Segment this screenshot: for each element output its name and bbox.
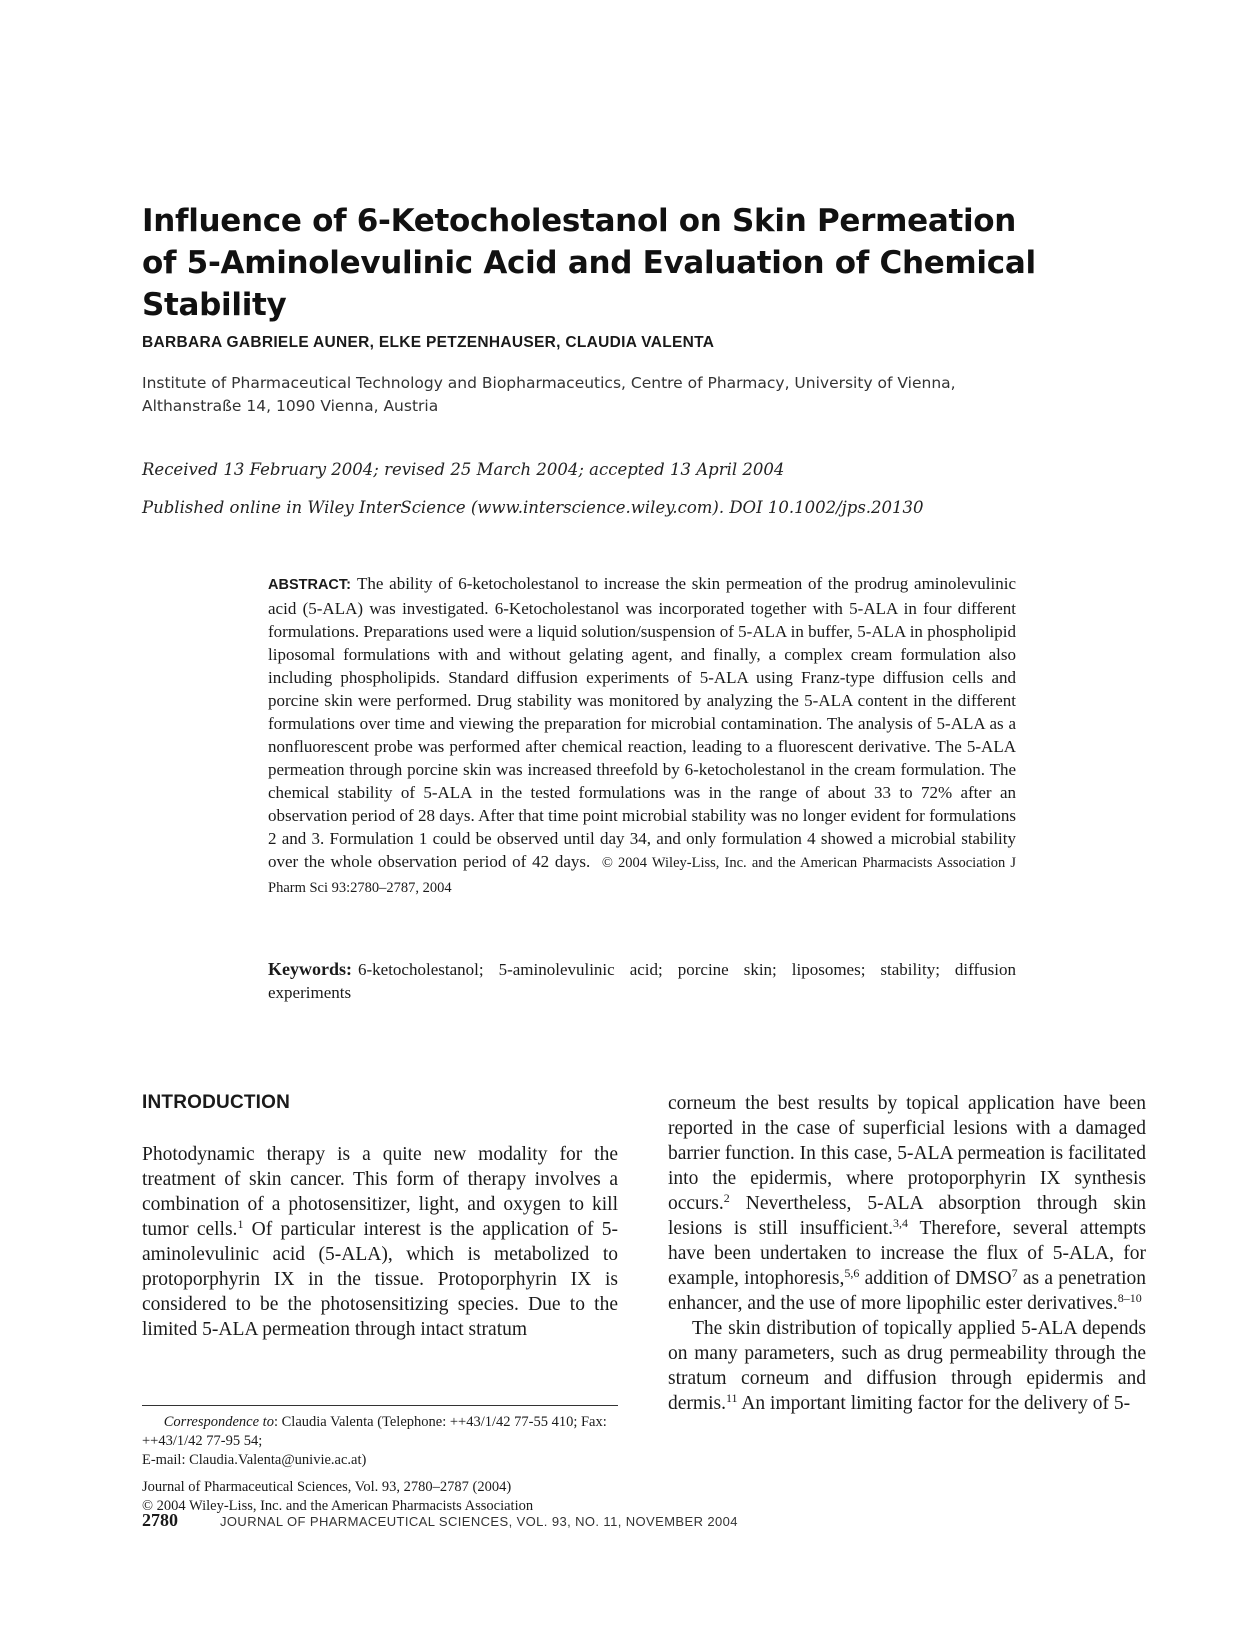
correspondence-label: Correspondence to (163, 1414, 274, 1430)
text-run: Photodynamic therapy is a quite new modality for the treatment of skin cancer. This form of therapy involves a combination of a photosensitizer, light, and oxygen to kill tumor cells. (142, 1144, 618, 1240)
text-run: corneum the best results by topical application have been reported in the case of superficial lesions with a damaged barrier function. In this case, 5-ALA permeation is facilitated into the epidermis, where protoporphyrin IX synthesis occurs. (668, 1093, 1146, 1214)
title-line-2: of 5-Aminolevulinic Acid and Evaluation of Chemical Stability (142, 245, 1036, 323)
submission-dates: Received 13 February 2004; revised 25 March 2004; accepted 13 April 2004 (142, 460, 785, 479)
text-run: addition of DMSO (859, 1268, 1012, 1289)
text-run: Nevertheless, 5-ALA absorption through skin lesions is still insufficient. (668, 1193, 1146, 1239)
keywords (268, 958, 1016, 1004)
correspondence (142, 1413, 618, 1451)
text-run: as a penetration enhancer, and the use of more lipophilic ester derivatives. (668, 1268, 1146, 1314)
running-footer: JOURNAL OF PHARMACEUTICAL SCIENCES, VOL. 93, NO. 11, NOVEMBER 2004 (220, 1514, 738, 1529)
footnote-rule (142, 1405, 618, 1406)
footnote (142, 1413, 618, 1516)
publication-info: Published online in Wiley InterScience (www.interscience.wiley.com). DOI 10.1002/jps.20130 (142, 498, 924, 517)
citation-ref: 1 (237, 1217, 244, 1231)
abstract-text: The ability of 6-ketocholestanol to increase the skin permeation of the prodrug aminolevulinic acid (5-ALA) was investigated. 6-Ketocholestanol was incorporated together with 5-ALA in four different formulations. Preparations used were a liquid solution/suspension of 5-ALA in buffer, 5-ALA in phospholipid liposomal formulations with and without gelating agent, and finally, a complex cream formulation also including phospholipids. Standard diffusion experiments of 5-ALA using Franz-type diffusion cells and porcine skin were performed. Drug stability was monitored by analyzing the 5-ALA content in the different formulations over time and viewing the preparation for microbial contamination. The analysis of 5-ALA as a nonfluorescent probe was performed after chemical reaction, leading to a fluorescent derivative. The 5-ALA permeation through porcine skin was increased threefold by 6-ketocholestanol in the cream formulation. The chemical stability of 5-ALA in the tested formulations was in the range of about 33 to 72% after an observation period of 28 days. After that time point microbial stability was no longer evident for formulations 2 and 3. Formulation 1 could be observed until day 34, and only formulation 4 showed a microbial stability over the whole observation period of 42 days. (268, 574, 1016, 871)
text-run: Of particular interest is the application of 5-aminolevulinic acid (5-ALA), which is metabolized to protoporphyrin IX in the tissue. Protoporphyrin IX is considered to be the photosensitizing species. Due to the limited 5-ALA permeation through intact stratum (142, 1219, 618, 1340)
article-title (142, 200, 1142, 326)
affiliation-line-1: Institute of Pharmaceutical Technology and Biopharmaceutics, Centre of Pharmacy, University of Vienna, (142, 374, 956, 392)
keywords-text: 6-ketocholestanol; 5-aminolevulinic acid; porcine skin; liposomes; stability; diffusion experiments (268, 960, 1016, 1002)
text-run: The skin distribution of topically applied 5-ALA depends on many parameters, such as drug permeability through the stratum corneum and diffusion through epidermis and dermis. (668, 1318, 1146, 1414)
citation-ref: 11 (725, 1391, 738, 1405)
intro-paragraph-1 (142, 1142, 618, 1342)
abstract-copyright: © 2004 Wiley-Liss, Inc. and the American Pharmacists Association J Pharm Sci 93:2780–2787, 2004 (268, 855, 1017, 896)
affiliation-line-2: Althanstraße 14, 1090 Vienna, Austria (142, 397, 439, 415)
right-column (668, 1091, 1146, 1416)
text-run: Therefore, several attempts have been undertaken to increase the flux of 5-ALA, for example, intophoresis, (668, 1218, 1146, 1289)
title-line-1: Influence of 6-Ketocholestanol on Skin Permeation (142, 203, 1017, 239)
citation-ref: 8–10 (1117, 1291, 1142, 1305)
intro-paragraph-1-cont (668, 1091, 1146, 1316)
introduction-heading: INTRODUCTION (142, 1092, 291, 1113)
citation-ref: 5,6 (844, 1266, 860, 1280)
journal-citation: Journal of Pharmaceutical Sciences, Vol. 93, 2780–2787 (2004) (142, 1479, 512, 1495)
keywords-label: Keywords: (268, 959, 352, 979)
abstract (268, 572, 1016, 900)
citation-ref: 2 (723, 1191, 730, 1205)
page-number: 2780 (142, 1510, 178, 1530)
left-column (142, 1142, 618, 1342)
affiliation (142, 372, 1042, 418)
abstract-label: ABSTRACT: (268, 577, 351, 593)
correspondence-email: E-mail: Claudia.Valenta@univie.ac.at) (142, 1452, 367, 1468)
author-list: BARBARA GABRIELE AUNER, ELKE PETZENHAUSER, CLAUDIA VALENTA (142, 334, 715, 351)
footnote-copyright: © 2004 Wiley-Liss, Inc. and the American Pharmacists Association (142, 1498, 534, 1514)
correspondence-text: : Claudia Valenta (Telephone: ++43/1/42 77-55 410; Fax: ++43/1/42 77-95 54; (142, 1414, 607, 1449)
citation-ref: 3,4 (893, 1216, 909, 1230)
citation-ref: 7 (1011, 1266, 1018, 1280)
text-run: An important limiting factor for the delivery of 5- (737, 1393, 1131, 1414)
intro-paragraph-2 (668, 1316, 1146, 1416)
